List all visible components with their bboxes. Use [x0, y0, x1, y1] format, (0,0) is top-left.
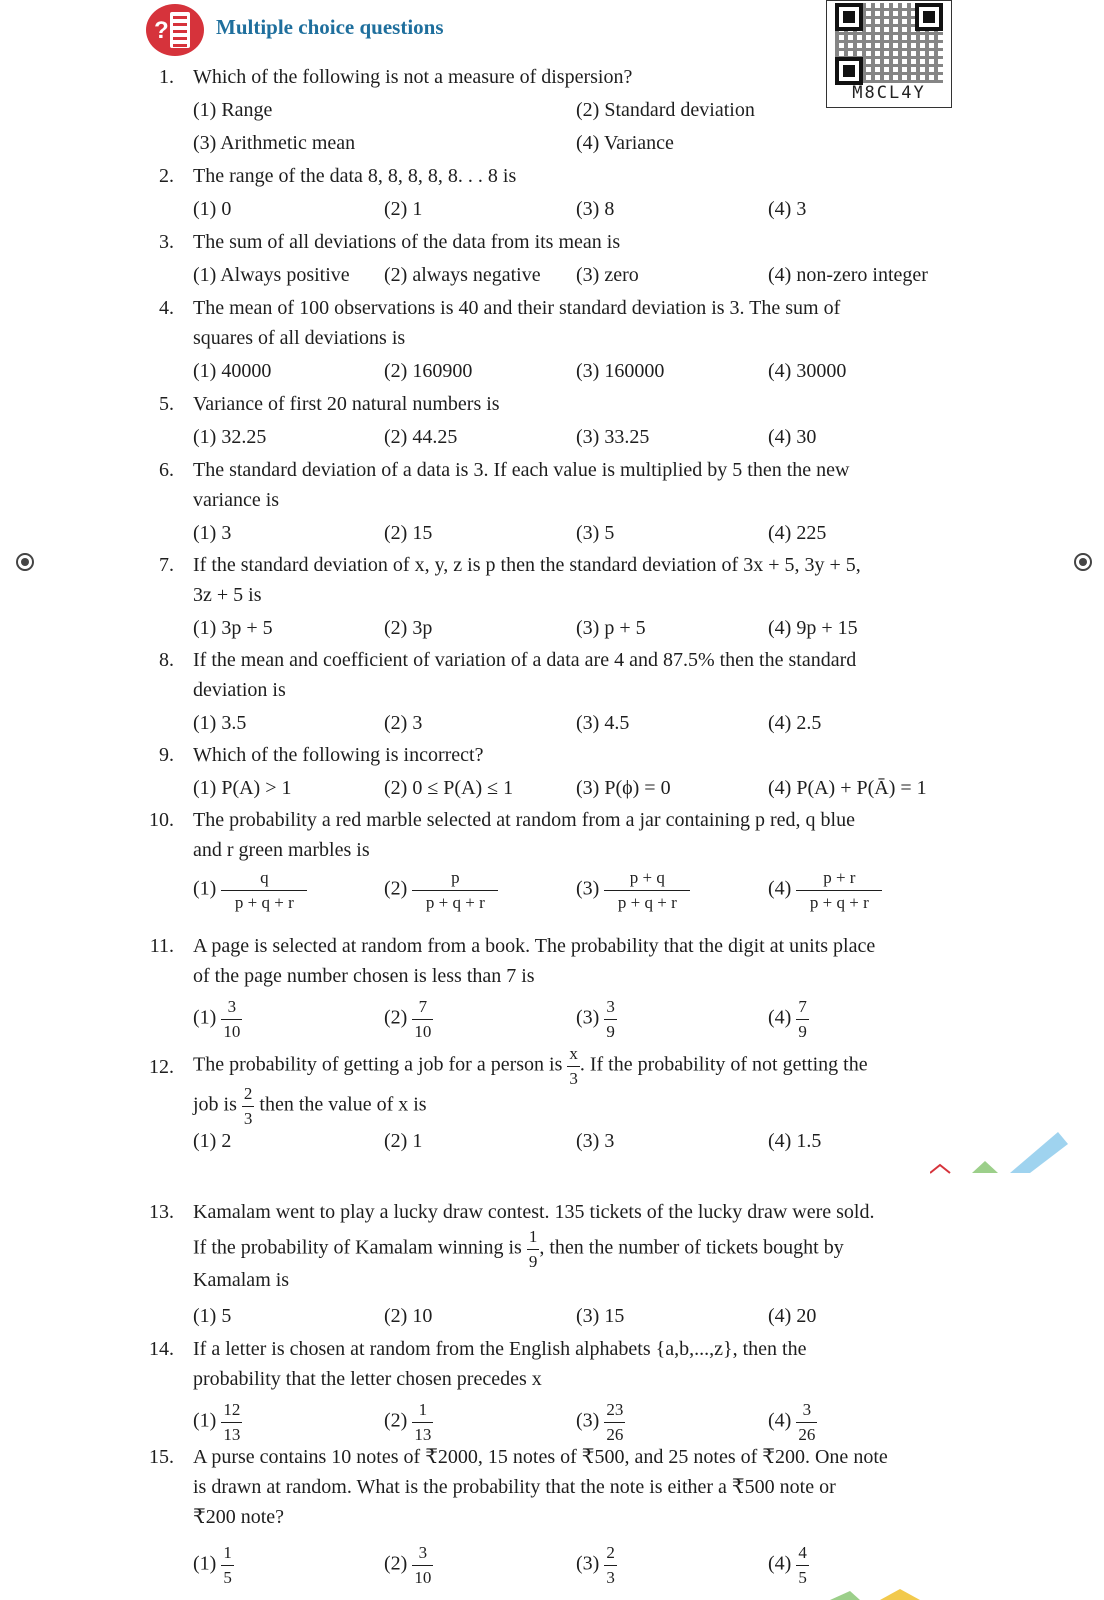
fraction: $\frac{7}{9}$: [798, 997, 807, 1041]
question-text: squares of all deviations is: [193, 327, 406, 349]
option-2[interactable]: (2) 44.25: [384, 426, 458, 448]
option-2[interactable]: (2) 15: [384, 522, 433, 544]
question-number: 13.: [149, 1201, 174, 1223]
fraction: $\frac{7}{10}$: [414, 997, 432, 1041]
option-3[interactable]: (3) 160000: [576, 360, 665, 382]
option-1[interactable]: (1) $\frac{1}{5}$: [193, 1543, 232, 1587]
option-2[interactable]: (2) $\frac{3}{10}$: [384, 1543, 432, 1587]
fraction: $\frac{q}{p + q + r}$: [221, 868, 307, 912]
qr-code-label: M8CL4Y: [852, 83, 926, 103]
question-text: If a letter is chosen at random from the English alphabets {a,b,...,z}, then the: [193, 1338, 807, 1360]
question-text: deviation is: [193, 679, 286, 701]
decorative-shapes-icon: [830, 1585, 940, 1600]
option-3[interactable]: (3) $\frac{p + q}{p + q + r}$: [576, 868, 690, 912]
option-4[interactable]: (4) $\frac{3}{26}$: [768, 1400, 816, 1444]
option-4[interactable]: (4) P(A) + P(Ā) = 1: [768, 777, 927, 799]
option-3[interactable]: (3) 3: [576, 1130, 615, 1152]
option-4[interactable]: (4) $\frac{4}{5}$: [768, 1543, 807, 1587]
option-2[interactable]: (2) $\frac{7}{10}$: [384, 997, 432, 1041]
option-3[interactable]: (3) 5: [576, 522, 615, 544]
option-2[interactable]: (2) 3: [384, 712, 423, 734]
option-3[interactable]: (3) 15: [576, 1305, 625, 1327]
option-2[interactable]: (2) 160900: [384, 360, 473, 382]
option-4[interactable]: (4) 30: [768, 426, 817, 448]
option-3[interactable]: (3) 33.25: [576, 426, 650, 448]
fraction: $\frac{p + q}{p + q + r}$: [604, 868, 690, 912]
option-1[interactable]: (1) 3p + 5: [193, 617, 273, 639]
option-1[interactable]: (1) $\frac{q}{p + q + r}$: [193, 868, 307, 912]
qr-code-icon[interactable]: [826, 0, 952, 108]
question-text: The mean of 100 observations is 40 and their standard deviation is 3. The sum of: [193, 297, 841, 319]
option-3[interactable]: (3) $\frac{23}{26}$: [576, 1400, 624, 1444]
question-number: 7.: [159, 554, 174, 576]
question-text: 3z + 5 is: [193, 584, 262, 606]
question-text: job is $\frac{2}{3}$ then the value of x is: [193, 1084, 427, 1128]
option-1[interactable]: (1) 40000: [193, 360, 272, 382]
question-text: The standard deviation of a data is 3. If each value is multiplied by 5 then the new: [193, 459, 850, 481]
question-text: If the mean and coefficient of variation of a data are 4 and 87.5% then the standard: [193, 649, 857, 671]
question-text: probability that the letter chosen precedes x: [193, 1368, 542, 1390]
option-1[interactable]: (1) 3: [193, 522, 232, 544]
option-4[interactable]: (4) 30000: [768, 360, 847, 382]
fraction: $\frac{1}{13}$: [414, 1400, 432, 1444]
option-3[interactable]: (3) zero: [576, 264, 639, 286]
question-text: The range of the data 8, 8, 8, 8, 8. . . 8 is: [193, 165, 517, 187]
question-number: 2.: [159, 165, 174, 187]
question-text: Variance of first 20 natural numbers is: [193, 393, 500, 415]
question-number: 1.: [159, 66, 174, 88]
question-text: Which of the following is not a measure of dispersion?: [193, 66, 633, 88]
question-number: 3.: [159, 231, 174, 253]
option-2[interactable]: (2) 0 ≤ P(A) ≤ 1: [384, 777, 514, 799]
option-1[interactable]: (1) Range: [193, 99, 273, 121]
option-4[interactable]: (4) 20: [768, 1305, 817, 1327]
option-3[interactable]: (3) $\frac{2}{3}$: [576, 1543, 615, 1587]
option-3[interactable]: (3) Arithmetic mean: [193, 132, 356, 154]
option-1[interactable]: (1) 0: [193, 198, 232, 220]
question-text: ₹200 note?: [193, 1506, 285, 1528]
option-4[interactable]: (4) $\frac{7}{9}$: [768, 997, 807, 1041]
option-3[interactable]: (3) p + 5: [576, 617, 646, 639]
option-2[interactable]: (2) Standard deviation: [576, 99, 755, 121]
option-4[interactable]: (4) $\frac{p + r}{p + q + r}$: [768, 868, 882, 912]
fraction: $\frac{3}{10}$: [414, 1543, 432, 1587]
question-number: 6.: [159, 459, 174, 481]
question-number: 10.: [149, 809, 174, 831]
option-1[interactable]: (1) 32.25: [193, 426, 267, 448]
question-number: 11.: [149, 935, 174, 957]
question-number: 4.: [159, 297, 174, 319]
question-number: 14.: [149, 1338, 174, 1360]
option-3[interactable]: (3) $\frac{3}{9}$: [576, 997, 615, 1041]
fraction: $\frac{1}{5}$: [223, 1543, 232, 1587]
question-number: 5.: [159, 393, 174, 415]
fraction: $\frac{12}{13}$: [223, 1400, 241, 1444]
fraction: $\frac{4}{5}$: [798, 1543, 807, 1587]
fraction: $\frac{3}{9}$: [606, 997, 615, 1041]
question-text: is drawn at random. What is the probability that the note is either a ₹500 note or: [193, 1476, 836, 1498]
question-text: If the standard deviation of x, y, z is p then the standard deviation of 3x + 5, 3y + 5,: [193, 554, 861, 576]
fraction: $\frac{x}{3}$: [569, 1044, 578, 1088]
question-number: 9.: [159, 744, 174, 766]
option-4[interactable]: (4) Variance: [576, 132, 674, 154]
option-1[interactable]: (1) 2: [193, 1130, 232, 1152]
question-text: The probability a red marble selected at random from a jar containing p red, q blue: [193, 809, 855, 831]
option-3[interactable]: (3) 8: [576, 198, 615, 220]
fraction: $\frac{3}{10}$: [223, 997, 241, 1041]
question-number: 12.: [149, 1056, 174, 1078]
registration-mark-icon: [16, 553, 34, 571]
option-2[interactable]: (2) 10: [384, 1305, 433, 1327]
option-1[interactable]: (1) 3.5: [193, 712, 247, 734]
option-3[interactable]: (3) 4.5: [576, 712, 630, 734]
option-1[interactable]: (1) $\frac{3}{10}$: [193, 997, 241, 1041]
question-text: Kamalam went to play a lucky draw contest. 135 tickets of the lucky draw were sold.: [193, 1201, 875, 1223]
question-text: variance is: [193, 489, 280, 511]
section-title: Multiple choice questions: [216, 15, 444, 39]
option-4[interactable]: (4) 2.5: [768, 712, 822, 734]
decorative-shapes-icon: [930, 1118, 1070, 1178]
fraction: $\frac{2}{3}$: [243, 1084, 253, 1128]
option-4[interactable]: (4) 9p + 15: [768, 617, 858, 639]
question-number: 8.: [159, 649, 174, 671]
option-4[interactable]: (4) 225: [768, 522, 827, 544]
option-1[interactable]: (1) P(A) > 1: [193, 777, 292, 799]
option-1[interactable]: (1) 5: [193, 1305, 232, 1327]
question-text: The sum of all deviations of the data from its mean is: [193, 231, 621, 253]
option-4[interactable]: (4) 3: [768, 198, 807, 220]
question-text: The probability of getting a job for a person is $\frac{x}{3}$ . If the probability of not getting the: [193, 1044, 868, 1088]
option-4[interactable]: (4) 1.5: [768, 1130, 822, 1152]
question-number: 15.: [149, 1446, 174, 1468]
option-2[interactable]: (2) 1: [384, 1130, 423, 1152]
question-text: If the probability of Kamalam winning is $\frac{1}{9}$ , then the number of tickets bought by: [193, 1227, 844, 1271]
option-2[interactable]: (2) $\frac{1}{13}$: [384, 1400, 432, 1444]
option-2[interactable]: (2) always negative: [384, 264, 541, 286]
question-text: Kamalam is: [193, 1269, 290, 1291]
fraction: $\frac{p + r}{p + q + r}$: [796, 868, 882, 912]
option-2[interactable]: (2) 3p: [384, 617, 433, 639]
question-text: and r green marbles is: [193, 839, 370, 861]
fraction: $\frac{p}{p + q + r}$: [412, 868, 498, 912]
fraction: $\frac{1}{9}$: [528, 1227, 538, 1271]
option-1[interactable]: (1) $\frac{12}{13}$: [193, 1400, 241, 1444]
option-4[interactable]: (4) non-zero integer: [768, 264, 928, 286]
question-text: A purse contains 10 notes of ₹2000, 15 notes of ₹500, and 25 notes of ₹200. One note: [193, 1446, 888, 1468]
fraction: $\frac{23}{26}$: [606, 1400, 624, 1444]
fraction: $\frac{2}{3}$: [606, 1543, 615, 1587]
question-text: of the page number chosen is less than 7 is: [193, 965, 535, 987]
question-list-icon: ?: [146, 4, 204, 56]
question-text: Which of the following is incorrect?: [193, 744, 484, 766]
option-3[interactable]: (3) P(ϕ) = 0: [576, 777, 671, 799]
option-2[interactable]: (2) 1: [384, 198, 423, 220]
question-text: A page is selected at random from a book. The probability that the digit at units place: [193, 935, 876, 957]
fraction: $\frac{3}{26}$: [798, 1400, 816, 1444]
option-2[interactable]: (2) $\frac{p}{p + q + r}$: [384, 868, 498, 912]
registration-mark-icon: [1074, 553, 1092, 571]
option-1[interactable]: (1) Always positive: [193, 264, 350, 286]
